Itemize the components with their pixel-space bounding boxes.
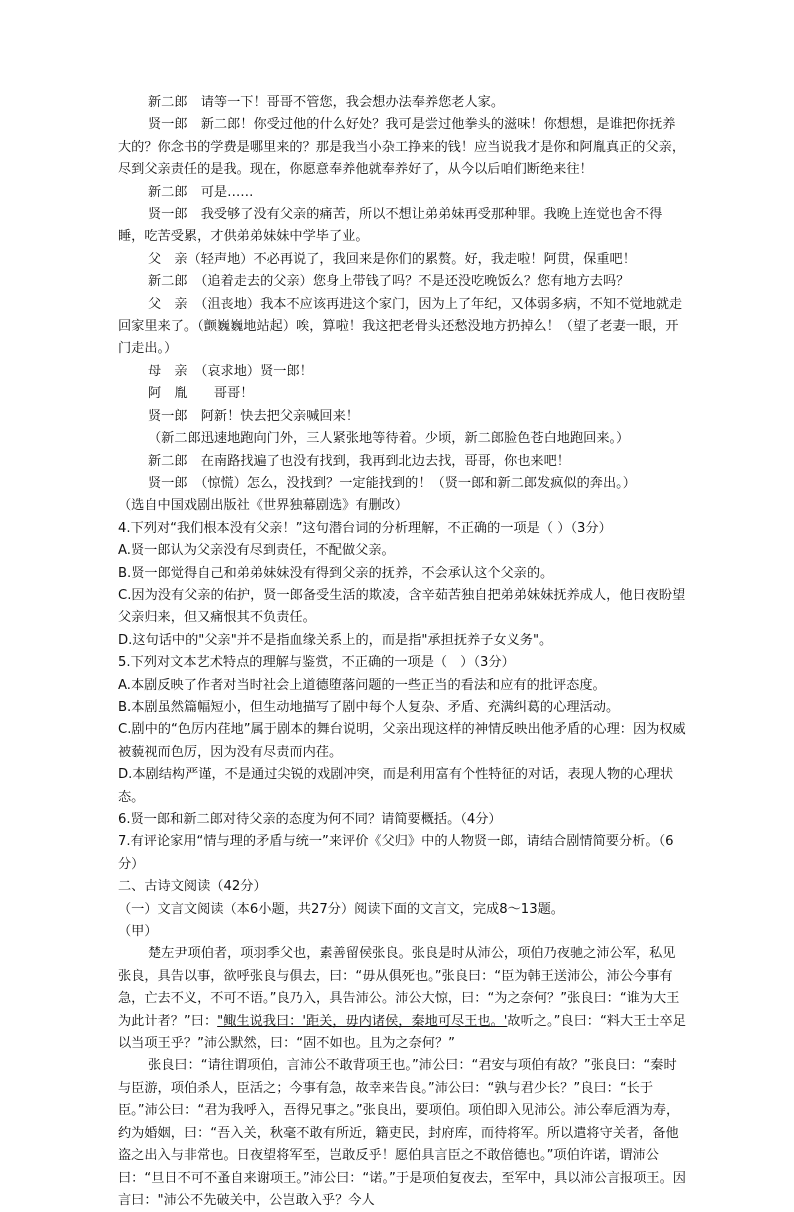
option-5b: B.本剧虽然篇幅短小，但生动地描写了剧中每个人复杂、矛盾、充满纠葛的心理活动。 xyxy=(118,699,620,715)
drama-line: 新二郎 请等一下！哥哥不管您，我会想办法奉养您老人家。 xyxy=(148,95,505,110)
drama-line: 新二郎 （追着走去的父亲）您身上带钱了吗？不是还没吃晚饭么？您有地方去吗？ xyxy=(148,274,630,290)
question-4: 4.下列对“我们根本没有父亲！”这句潜台词的分析理解，不正确的一项是（ ）（3分） xyxy=(118,520,612,536)
source-note: （选自中国戏剧出版社《世界独幕剧选》有删改） xyxy=(118,498,409,514)
question-6: 6.贤一郎和新二郎对待父亲的态度为何不同？请简要概括。（4分） xyxy=(118,812,502,827)
option-4c: C.因为没有父亲的佑护，贤一郎备受生活的欺凌，含辛茹苦独自把弟弟妹妹抚养成人，他日夜盼望父亲归来，但又痛恨其不负责任。 xyxy=(118,587,686,626)
drama-line: 贤一郎 （惊慌）怎么，没找到？一定能找到的！（贤一郎和新二郎发疯似的奔出。） xyxy=(148,475,636,491)
option-4b: B.贤一郎觉得自己和弟弟妹妹没有得到父亲的抚养，不会承认这个父亲的。 xyxy=(118,565,554,581)
drama-line: 父 亲（轻声地）不必再说了，我回来是你们的累赘。好，我走啦！阿贯，保重吧！ xyxy=(148,251,636,267)
option-5c: C.剧中的“色厉内荏地”属于剧本的舞台说明，父亲出现这样的神情反映出他矛盾的心理：因为权威被藐视而色厉，因为没有尽责而内荏。 xyxy=(118,722,686,760)
drama-line: 新二郎 可是…… xyxy=(148,184,254,200)
question-5: 5.下列对文本艺术特点的理解与鉴赏，不正确的一项是（ ）（3分） xyxy=(118,655,515,671)
stage-direction: （新二郎迅速地跑向门外，三人紧张地等待着。少顷，新二郎脸色苍白地跑回来。） xyxy=(148,431,630,447)
drama-line: 贤一郎 我受够了没有父亲的痛苦，所以不想让弟弟妹再受那种罪。我晚上连觉也舍不得睡，吃苦受累，才供弟弟妹妹中学毕了业。 xyxy=(118,207,663,245)
passage-label: （甲） xyxy=(118,924,158,940)
option-4d: D.这句话中的"父亲"并不是指血缘关系上的，而是指"承担抚养子女义务"。 xyxy=(118,632,553,648)
drama-line: 母 亲 （哀求地）贤一郎！ xyxy=(148,363,313,379)
underlined-sentence: "鲰生说我曰：'距关，毋内诸侯，秦地可尽王也。' xyxy=(217,1013,508,1029)
classical-paragraph-2: 张良曰：“请往谓项伯，言沛公不敢背项王也。”沛公曰：“君安与项伯有故？”张良曰：“秦时与臣游，项伯杀人，臣活之；今事有急，故幸来告良。”沛公曰：“孰与君少长？”良曰：“长于臣。”沛公曰：“君为我呼入，吾得兄事之。”张良出，要项伯。项伯即入见沛公。沛公奉卮酒为寿，约为婚姻，曰：“吾入关，秋毫不敢有所近，籍吏民，封府库，而待将军。所以遣将守关者，备他盗之出入与非常也。日夜望将军至，岂敢反乎！愿伯具言臣之不敢倍德也。”项伯许诺，谓沛公曰：“旦日不可不蚤自来谢项王。”沛公曰：“诺。”于是项伯复夜去，至军中，具以沛公言报项王。因言曰："沛公不先破关中，公岂敢入乎？今人 xyxy=(118,1058,686,1208)
drama-line: 阿 胤 哥哥！ xyxy=(148,386,254,402)
option-5d: D.本剧结构严谨，不是通过尖锐的戏剧冲突，而是利用富有个性特征的对话，表现人物的心理状态。 xyxy=(118,767,674,805)
classical-paragraph-1 xyxy=(118,943,686,1055)
question-7: 7.有评论家用“情与理的矛盾与统一”来评价《父归》中的人物贤一郎，请结合剧情简要分析。（6分） xyxy=(118,834,674,872)
para1-post: 故听之。”良曰：“料大王士卒足以当项王乎？”沛公默然，曰：“固不如也。且为之奈何？” xyxy=(118,1013,686,1052)
drama-line: 贤一郎 新二郎！你受过他的什么好处？我可是尝过他拳头的滋味！你想想，是谁把你抚养大的？你念书的学费是哪里来的？那是我当小杂工挣来的钱！应当说我才是你和阿胤真正的父亲，尽到父亲责任的是我。现在，你愿意奉养他就奉养好了，从今以后咱们断绝来往！ xyxy=(118,117,686,178)
section-subtitle: （一）文言文阅读（本6小题，共27分）阅读下面的文言文，完成8～13题。 xyxy=(118,901,564,917)
section-title: 二、古诗文阅读（42分） xyxy=(118,879,267,895)
para1-pre: 楚左尹项伯者，项羽季父也，素善留侯张良。张良是时从沛公，项伯乃夜驰之沛公军，私见张良，具告以事，欲呼张良与俱去，曰：“毋从俱死也。”张良曰：“臣为韩王送沛公，沛公今事有急，亡去不义，不可不语。”良乃入，具告沛公。沛公大惊，曰：“为之奈何？”张良曰：“谁为大王为此计者？”曰： xyxy=(118,946,680,1029)
drama-line: 贤一郎 阿新！快去把父亲喊回来！ xyxy=(148,408,359,424)
document-page xyxy=(118,92,686,1212)
drama-line: 父 亲 （沮丧地）我本不应该再进这个家门，因为上了年纪，又体弱多病，不知不觉地就走回家里来了。（颤巍巍地站起）唉，算啦！我这把老骨头还愁没地方扔掉么！（望了老妻一眼，开门走出。） xyxy=(118,296,683,357)
option-4a: A.贤一郎认为父亲没有尽到责任，不配做父亲。 xyxy=(118,543,395,559)
drama-line: 新二郎 在南路找遍了也没有找到，我再到北边去找，哥哥，你也来吧！ xyxy=(148,453,570,469)
option-5a: A.本剧反映了作者对当时社会上道德堕落问题的一些正当的看法和应有的批评态度。 xyxy=(118,677,606,693)
